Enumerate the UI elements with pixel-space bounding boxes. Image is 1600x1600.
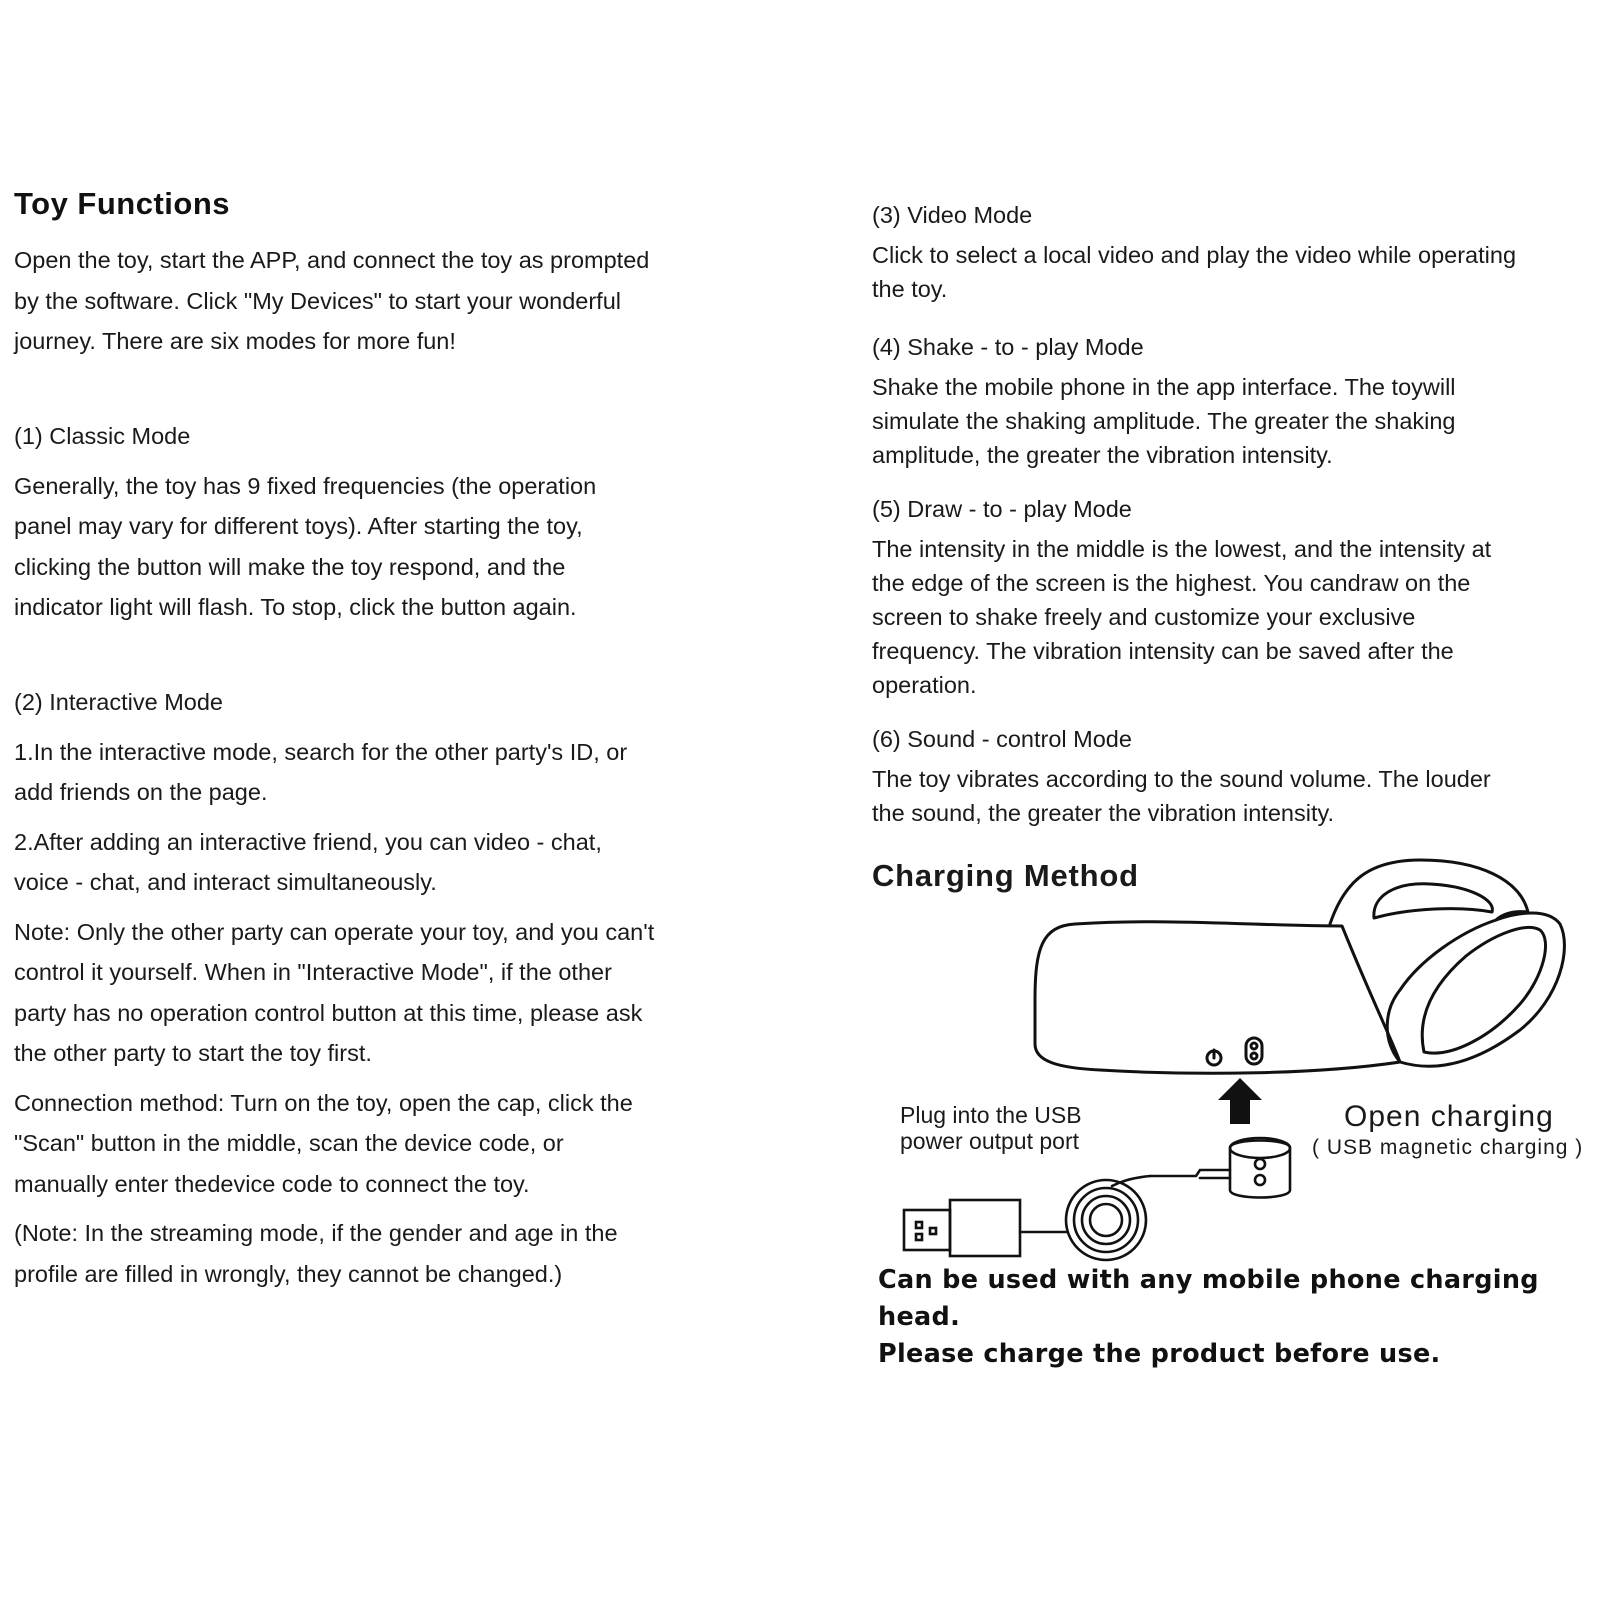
usb-port-label: Plug into the USB power output port (900, 1102, 1082, 1154)
interactive-line: voice - chat, and interact simultaneously. (14, 869, 437, 895)
interactive-line: 2.After adding an interactive friend, you can video - chat, (14, 828, 602, 855)
charging-note-line: Can be used with any mobile phone charging head. (878, 1265, 1539, 1332)
shake-mode-line: amplitude, the greater the vibration intensity. (872, 442, 1333, 468)
shake-mode-heading: (4) Shake - to - play Mode (872, 334, 1144, 360)
interactive-line: manually enter thedevice code to connect the toy. (14, 1170, 530, 1197)
classic-mode-line: clicking the button will make the toy respond, and the (14, 553, 566, 580)
interactive-line: add friends on the page. (14, 779, 268, 805)
charging-note-line: Please charge the product before use. (878, 1339, 1441, 1369)
interactive-mode-heading: (2) Interactive Mode (14, 688, 223, 715)
draw-mode-heading: (5) Draw - to - play Mode (872, 496, 1132, 522)
video-mode-line: Click to select a local video and play the video while operating (872, 242, 1517, 268)
intro-line: by the software. Click "My Devices" to start your wonderful (14, 287, 622, 314)
classic-mode-line: panel may vary for different toys). After starting the toy, (14, 513, 583, 539)
interactive-line: Connection method: Turn on the toy, open the cap, click the (14, 1089, 633, 1116)
toy-ring-outer (1387, 913, 1564, 1066)
toy-ring-top-inner (1374, 884, 1493, 918)
draw-mode-line: the edge of the screen is the highest. You candraw on the (872, 570, 1471, 596)
sound-mode-line: the sound, the greater the vibration intensity. (872, 800, 1335, 826)
charging-method-title: Charging Method (872, 858, 1139, 893)
charging-note (878, 1262, 1600, 1373)
interactive-line: control it yourself. When in "Interactive Mode", if the other (14, 959, 612, 985)
interactive-line: party has no operation control button at this time, please ask (14, 999, 643, 1026)
shake-mode-line: Shake the mobile phone in the app interface. The toywill (872, 374, 1456, 400)
interactive-line: 1.In the interactive mode, search for the other party's ID, or (14, 738, 628, 765)
intro-line: journey. There are six modes for more fun! (14, 328, 456, 354)
intro-line: Open the toy, start the APP, and connect the toy as prompted (14, 247, 650, 273)
usb-plug (950, 1200, 1020, 1256)
draw-mode-line: screen to shake freely and customize your exclusive (872, 604, 1416, 630)
interactive-line: Note: Only the other party can operate your toy, and you can't (14, 918, 655, 945)
classic-mode-line: indicator light will flash. To stop, click the button again. (14, 594, 577, 620)
sound-mode-heading: (6) Sound - control Mode (872, 726, 1132, 752)
interactive-line: the other party to start the toy first. (14, 1040, 372, 1066)
classic-mode-line: Generally, the toy has 9 fixed frequencies (the operation (14, 472, 597, 499)
cable-coil (1066, 1180, 1146, 1260)
video-mode-heading: (3) Video Mode (872, 202, 1033, 228)
toy-ring-inner (1422, 928, 1545, 1054)
toy-functions-title: Toy Functions (14, 186, 231, 221)
draw-mode-line: operation. (872, 672, 977, 698)
classic-mode-heading: (1) Classic Mode (14, 422, 191, 449)
interactive-line: "Scan" button in the middle, scan the device code, or (14, 1130, 564, 1156)
draw-mode-line: The intensity in the middle is the lowest, and the intensity at (872, 536, 1492, 562)
toy-ring-top (1330, 860, 1528, 924)
shake-mode-line: simulate the shaking amplitude. The greater the shaking (872, 408, 1456, 434)
open-charging-label: Open charging (1344, 1100, 1554, 1133)
draw-mode-line: frequency. The vibration intensity can be saved after the (872, 638, 1454, 664)
video-mode-line: the toy. (872, 276, 948, 302)
up-arrow-icon (1218, 1078, 1262, 1124)
interactive-line: profile are filled in wrongly, they cannot be changed.) (14, 1260, 563, 1287)
sound-mode-line: The toy vibrates according to the sound volume. The louder (872, 766, 1491, 792)
usb-magnetic-charging-label: ( USB magnetic charging ) (1312, 1136, 1584, 1159)
interactive-line: (Note: In the streaming mode, if the gender and age in the (14, 1220, 618, 1246)
